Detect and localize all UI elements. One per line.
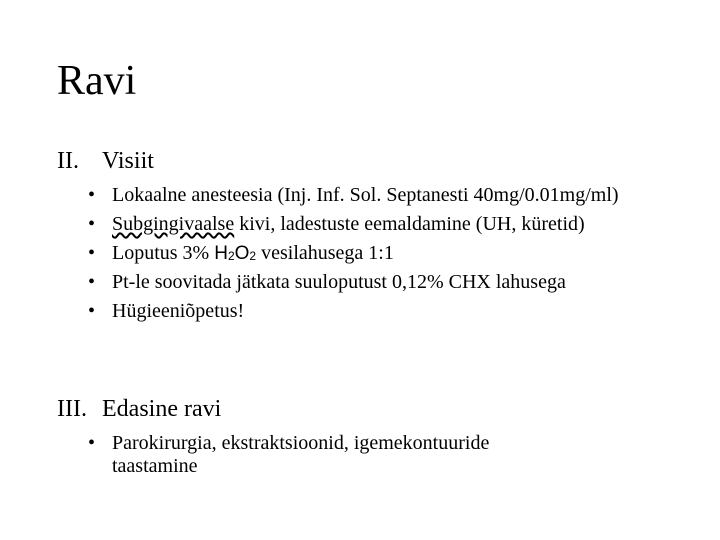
section-numeral: III.: [57, 396, 87, 422]
bullet-text: kivi, ladestuste eemaldamine (UH, küretid): [234, 213, 585, 235]
formula-o-subscript: 2: [249, 249, 257, 263]
section-heading-text: Edasine ravi: [102, 396, 222, 422]
section-heading-visiit: [57, 146, 154, 176]
bullet-marker: •: [88, 213, 96, 235]
list-item: [88, 432, 568, 478]
section-heading-edasine-ravi: [57, 394, 221, 424]
bullet-text: Hügieeniõpetus!: [112, 300, 245, 322]
formula-h: H: [214, 243, 228, 264]
slide-title: Ravi: [57, 58, 137, 104]
bullet-text: Pt-le soovitada jätkata suuloputust 0,12% CHX lahusega: [112, 271, 566, 293]
formula-o: O: [234, 243, 250, 264]
section-heading-text: Visiit: [102, 148, 154, 174]
list-item: [88, 242, 688, 265]
bullet-text-after: vesilahusega 1:1: [256, 242, 394, 264]
bullet-marker: •: [88, 184, 96, 206]
edasine-ravi-bullet-list: [88, 432, 568, 484]
spellcheck-flagged-word: Subgingivaalse: [112, 213, 235, 235]
chemical-formula: [214, 243, 256, 264]
bullet-text: Parokirurgia, ekstraktsioonid, igemekontuuride taastamine: [112, 432, 490, 477]
bullet-text-before: Loputus 3%: [112, 242, 215, 264]
bullet-marker: •: [88, 242, 96, 264]
formula-h-subscript: 2: [227, 249, 235, 263]
section-numeral: II.: [57, 148, 79, 174]
list-item: [88, 271, 688, 294]
list-item: [88, 184, 688, 207]
list-item: [88, 213, 688, 236]
bullet-marker: •: [88, 432, 96, 454]
bullet-text: Lokaalne anesteesia (Inj. Inf. Sol. Septanesti 40mg/0.01mg/ml): [112, 184, 619, 206]
bullet-marker: •: [88, 300, 96, 322]
visiit-bullet-list: [88, 184, 688, 329]
bullet-marker: •: [88, 271, 96, 293]
list-item: [88, 300, 688, 323]
